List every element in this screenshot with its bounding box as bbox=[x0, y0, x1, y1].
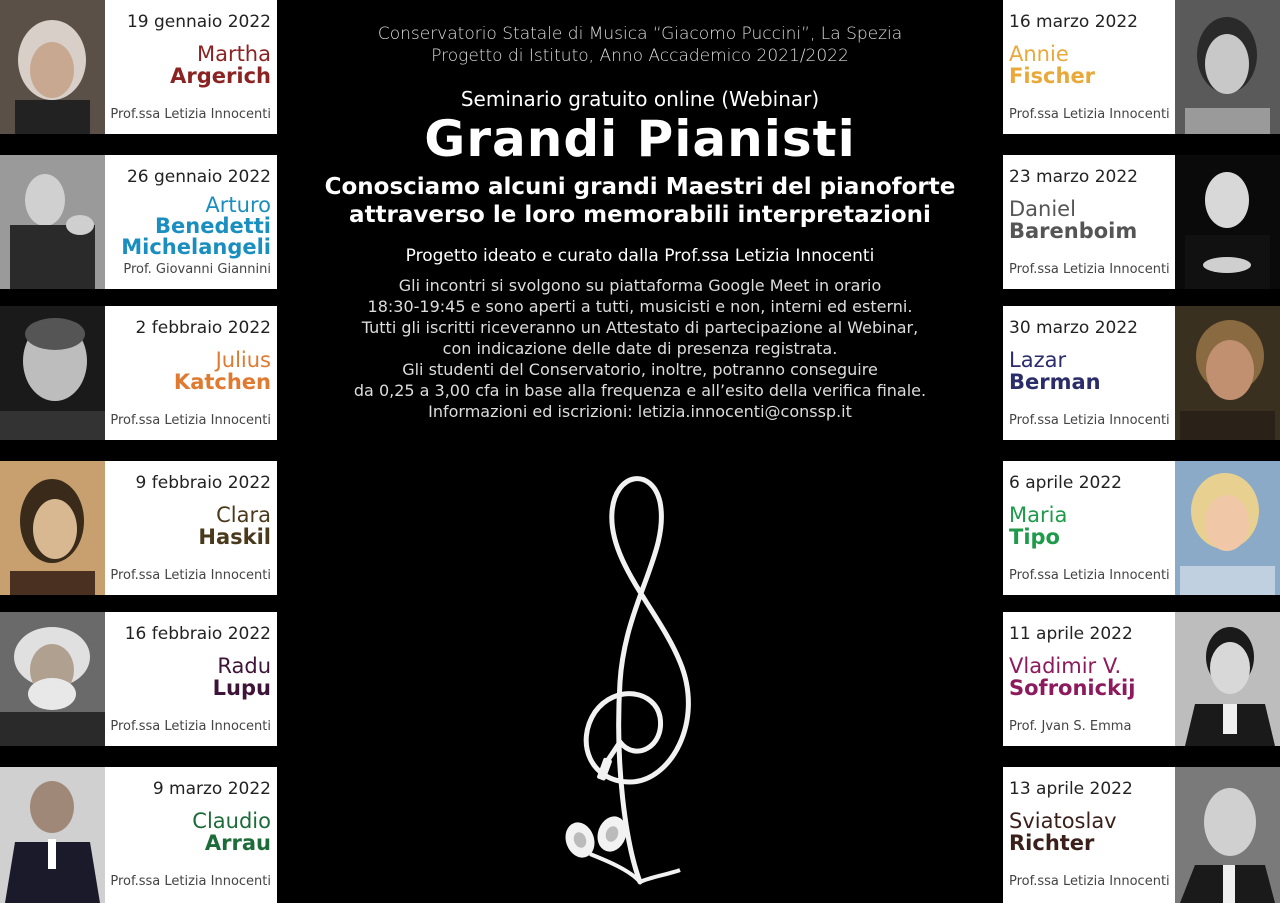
card-fischer bbox=[1003, 0, 1280, 134]
portrait-photo bbox=[0, 306, 105, 440]
lecturer: Prof. Jvan S. Emma bbox=[1009, 719, 1132, 734]
lecturer: Prof.ssa Letizia Innocenti bbox=[110, 568, 271, 583]
pianist-last-name: Haskil bbox=[198, 525, 271, 549]
page-title: Grandi Pianisti bbox=[424, 110, 856, 168]
pianist-first-name: Martha bbox=[196, 42, 271, 66]
pianist-last-name-2: Michelangeli bbox=[121, 235, 271, 259]
pianist-first-name: Clara bbox=[216, 503, 271, 527]
event-date: 9 febbraio 2022 bbox=[135, 473, 271, 493]
event-date: 11 aprile 2022 bbox=[1009, 624, 1133, 644]
portrait-photo bbox=[1175, 306, 1280, 440]
pianist-first-name: Arturo bbox=[205, 193, 271, 217]
card-richter bbox=[1003, 767, 1280, 903]
contact-email[interactable]: Informazioni ed iscrizioni: letizia.innocenti@conssp.it bbox=[428, 402, 852, 421]
event-date: 9 marzo 2022 bbox=[152, 779, 271, 799]
info-line: con indicazione delle date di presenza registrata. bbox=[442, 339, 838, 358]
event-date: 26 gennaio 2022 bbox=[126, 167, 271, 187]
pianist-last-name: Lupu bbox=[212, 676, 271, 700]
pianist-first-name: Julius bbox=[215, 348, 271, 372]
pianist-last-name: Arrau bbox=[204, 831, 271, 855]
pianist-last-name: Barenboim bbox=[1009, 219, 1138, 243]
portrait-photo bbox=[1175, 155, 1280, 289]
event-date: 13 aprile 2022 bbox=[1009, 779, 1133, 799]
portrait-photo bbox=[1175, 0, 1280, 134]
portrait-photo bbox=[1175, 612, 1280, 746]
card-barenboim bbox=[1003, 155, 1280, 289]
lecturer: Prof.ssa Letizia Innocenti bbox=[1009, 568, 1170, 583]
seminar-label: Seminario gratuito online (Webinar) bbox=[460, 87, 820, 111]
pianist-first-name: Radu bbox=[217, 654, 271, 678]
card-haskil bbox=[0, 461, 277, 595]
portrait-photo bbox=[1175, 461, 1280, 595]
lecturer: Prof.ssa Letizia Innocenti bbox=[1009, 413, 1170, 428]
event-date: 30 marzo 2022 bbox=[1009, 318, 1138, 338]
pianist-last-name: Berman bbox=[1009, 370, 1101, 394]
portrait-photo bbox=[0, 767, 105, 903]
subtitle-line-1: Conosciamo alcuni grandi Maestri del pianoforte bbox=[324, 174, 956, 200]
portrait-photo bbox=[0, 612, 105, 746]
event-date: 23 marzo 2022 bbox=[1009, 167, 1138, 187]
info-line: 18:30-19:45 e sono aperti a tutti, musicisti e non, interni ed esterni. bbox=[367, 297, 913, 316]
treble-clef-earphones-icon bbox=[520, 462, 760, 902]
pianist-last-name: Benedetti bbox=[155, 214, 271, 238]
pianist-last-name: Sofronickij bbox=[1009, 676, 1136, 700]
portrait-photo bbox=[0, 0, 105, 134]
pianist-first-name: Vladimir V. bbox=[1009, 654, 1122, 678]
lecturer: Prof.ssa Letizia Innocenti bbox=[110, 719, 271, 734]
lecturer: Prof.ssa Letizia Innocenti bbox=[1009, 262, 1170, 277]
card-michelangeli bbox=[0, 155, 277, 289]
card-berman bbox=[1003, 306, 1280, 440]
institution-name: Conservatorio Statale di Musica “Giacomo Puccini”, La Spezia bbox=[377, 24, 903, 44]
event-date: 19 gennaio 2022 bbox=[126, 12, 271, 32]
info-text bbox=[290, 275, 990, 422]
pianist-last-name: Argerich bbox=[170, 64, 271, 88]
info-line: Tutti gli iscritti riceveranno un Attestato di partecipazione al Webinar, bbox=[361, 318, 919, 337]
lecturer: Prof. Giovanni Giannini bbox=[123, 262, 271, 277]
info-line: Gli studenti del Conservatorio, inoltre, potranno conseguire bbox=[402, 360, 878, 379]
pianist-last-name: Katchen bbox=[173, 370, 271, 394]
lecturer: Prof.ssa Letizia Innocenti bbox=[1009, 107, 1170, 122]
pianist-first-name: Annie bbox=[1009, 42, 1069, 66]
card-tipo bbox=[1003, 461, 1280, 595]
card-sofronickij bbox=[1003, 612, 1280, 746]
pianist-last-name: Tipo bbox=[1009, 525, 1060, 549]
pianist-first-name: Maria bbox=[1009, 503, 1068, 527]
lecturer: Prof.ssa Letizia Innocenti bbox=[1009, 874, 1170, 889]
card-lupu bbox=[0, 612, 277, 746]
pianist-first-name: Daniel bbox=[1009, 197, 1076, 221]
subtitle-line-2: attraverso le loro memorabili interpretazioni bbox=[349, 202, 931, 228]
info-line: Gli incontri si svolgono su piattaforma Google Meet in orario bbox=[398, 276, 882, 295]
info-line: da 0,25 a 3,00 cfa in base alla frequenza e all’esito della verifica finale. bbox=[353, 381, 927, 400]
event-date: 2 febbraio 2022 bbox=[135, 318, 271, 338]
portrait-photo bbox=[0, 155, 105, 289]
pianist-first-name: Claudio bbox=[192, 809, 271, 833]
curator-credit: Progetto ideato e curato dalla Prof.ssa Letizia Innocenti bbox=[405, 246, 875, 266]
pianist-last-name: Fischer bbox=[1009, 64, 1096, 88]
event-date: 16 marzo 2022 bbox=[1009, 12, 1138, 32]
institution-project: Progetto di Istituto, Anno Accademico 2021/2022 bbox=[431, 46, 849, 66]
portrait-photo bbox=[1175, 767, 1280, 903]
main-content bbox=[290, 0, 990, 422]
pianist-first-name: Lazar bbox=[1009, 348, 1067, 372]
lecturer: Prof.ssa Letizia Innocenti bbox=[110, 874, 271, 889]
card-arrau bbox=[0, 767, 277, 903]
event-date: 16 febbraio 2022 bbox=[124, 624, 271, 644]
portrait-photo bbox=[0, 461, 105, 595]
card-katchen bbox=[0, 306, 277, 440]
lecturer: Prof.ssa Letizia Innocenti bbox=[110, 107, 271, 122]
lecturer: Prof.ssa Letizia Innocenti bbox=[110, 413, 271, 428]
card-argerich bbox=[0, 0, 277, 134]
event-date: 6 aprile 2022 bbox=[1009, 473, 1122, 493]
pianist-first-name: Sviatoslav bbox=[1009, 809, 1117, 833]
pianist-last-name: Richter bbox=[1009, 831, 1095, 855]
